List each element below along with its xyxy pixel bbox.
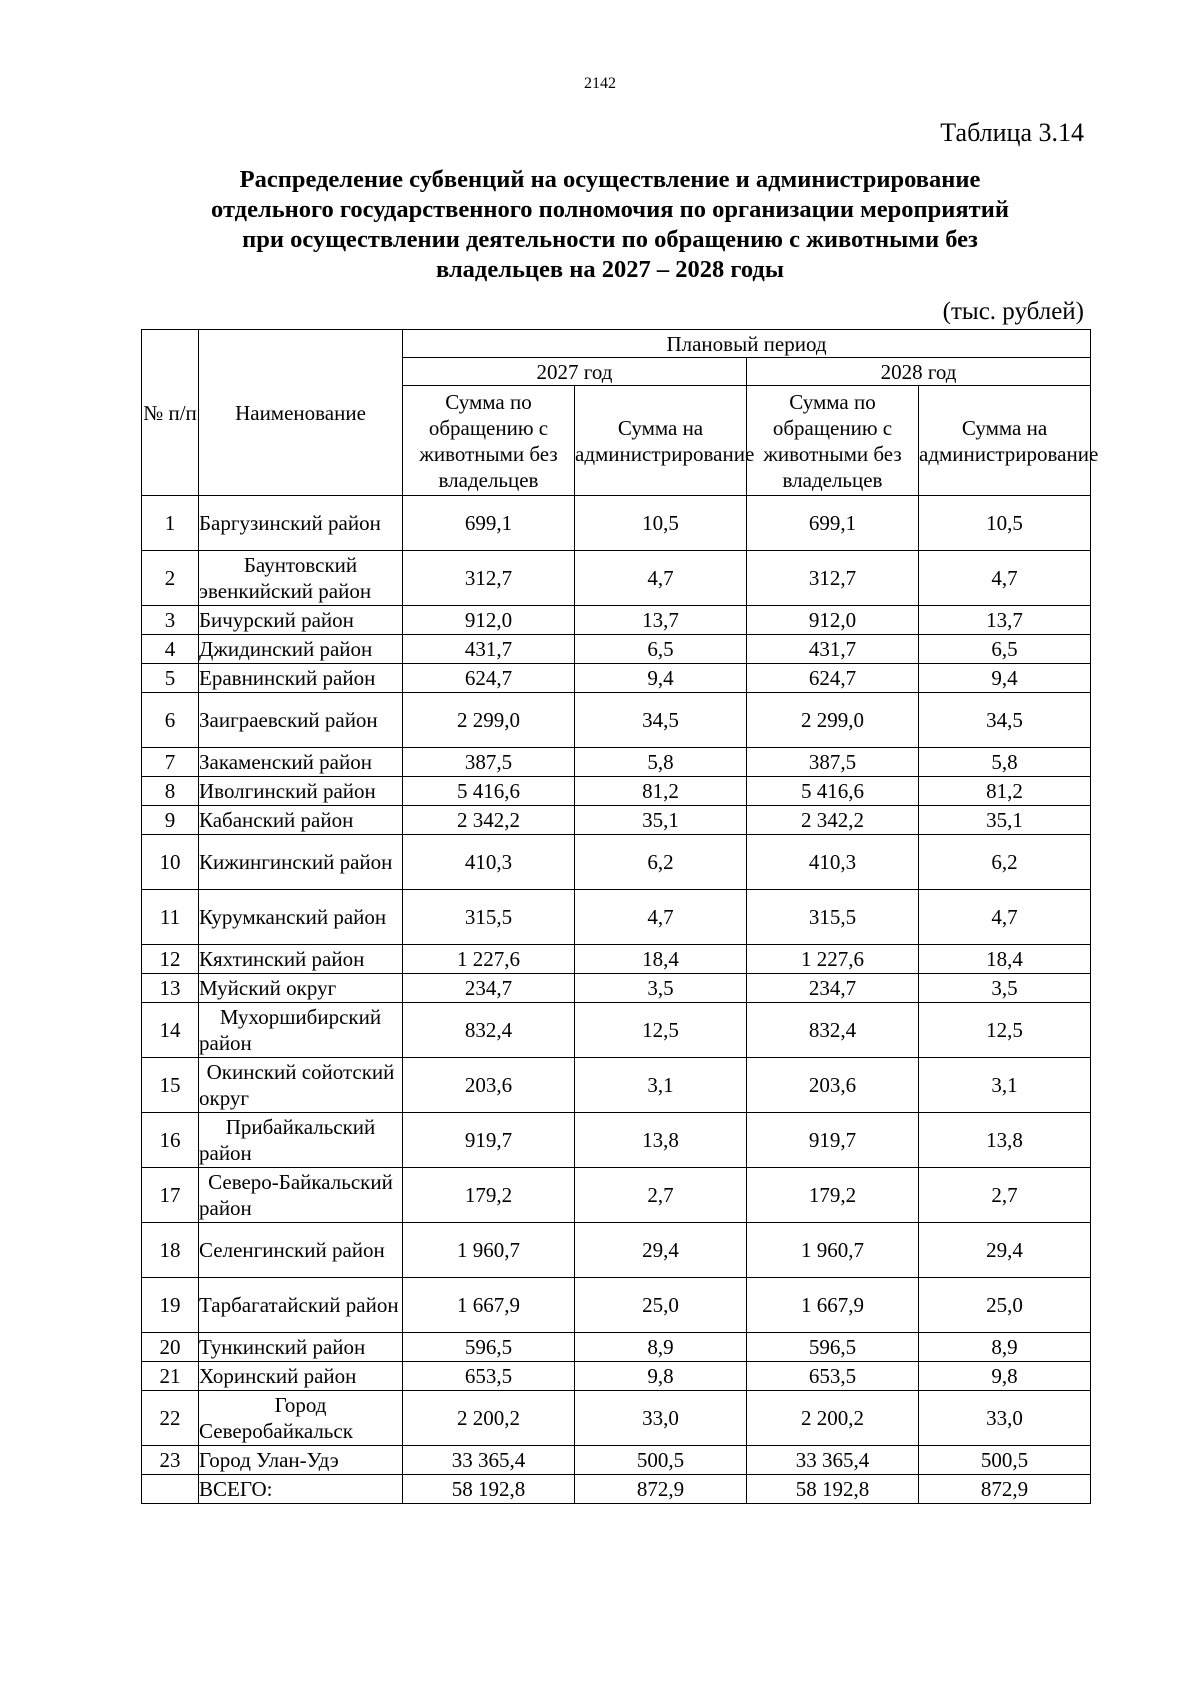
admin-2027: 13,8 [575,1113,747,1168]
row-number: 9 [142,806,199,835]
animals-2028: 1 227,6 [747,945,919,974]
animals-2027: 919,7 [403,1113,575,1168]
municipality-name: Тарбагатайский район [199,1278,403,1333]
admin-2027: 81,2 [575,777,747,806]
animals-2027: 699,1 [403,496,575,551]
animals-2027: 33 365,4 [403,1446,575,1475]
table-row [142,551,1091,606]
admin-2028: 500,5 [919,1446,1091,1475]
title-line-1: Распределение субвенций на осуществление и администрирование [239,166,981,193]
municipality-name: ВСЕГО: [199,1475,403,1504]
header-animals-2028: Сумма по обращению с животными без владельцев [747,386,919,496]
animals-2027: 2 299,0 [403,693,575,748]
row-number: 12 [142,945,199,974]
municipality-name: Окинский сойотский округ [199,1058,403,1113]
table-row [142,664,1091,693]
table-label: Таблица 3.14 [940,118,1084,147]
animals-2028: 179,2 [747,1168,919,1223]
animals-2027: 2 200,2 [403,1391,575,1446]
row-number: 21 [142,1362,199,1391]
row-number: 20 [142,1333,199,1362]
animals-2027: 431,7 [403,635,575,664]
table-row [142,748,1091,777]
table-row [142,945,1091,974]
admin-2028: 8,9 [919,1333,1091,1362]
document-title [140,165,1080,285]
animals-2027: 1 227,6 [403,945,575,974]
table-row [142,974,1091,1003]
row-number: 5 [142,664,199,693]
admin-2027: 29,4 [575,1223,747,1278]
admin-2027: 13,7 [575,606,747,635]
row-number: 17 [142,1168,199,1223]
row-number: 16 [142,1113,199,1168]
row-number: 6 [142,693,199,748]
total-row [142,1475,1091,1504]
animals-2028: 653,5 [747,1362,919,1391]
animals-2028: 410,3 [747,835,919,890]
admin-2028: 10,5 [919,496,1091,551]
animals-2028: 312,7 [747,551,919,606]
admin-2027: 35,1 [575,806,747,835]
admin-2028: 2,7 [919,1168,1091,1223]
units-label: (тыс. рублей) [942,298,1084,325]
table-row [142,1446,1091,1475]
admin-2027: 33,0 [575,1391,747,1446]
municipality-name: Курумканский район [199,890,403,945]
row-number: 23 [142,1446,199,1475]
municipality-name: Город Улан-Удэ [199,1446,403,1475]
animals-2028: 203,6 [747,1058,919,1113]
table-row [142,496,1091,551]
header-animals-2027: Сумма по обращению с животными без владельцев [403,386,575,496]
admin-2027: 872,9 [575,1475,747,1504]
admin-2027: 4,7 [575,551,747,606]
table-row [142,606,1091,635]
animals-2027: 1 667,9 [403,1278,575,1333]
admin-2028: 81,2 [919,777,1091,806]
admin-2027: 34,5 [575,693,747,748]
table-row [142,1278,1091,1333]
animals-2028: 912,0 [747,606,919,635]
table-row [142,777,1091,806]
municipality-name: Баунтовский эвенкийский район [199,551,403,606]
row-number: 7 [142,748,199,777]
animals-2027: 653,5 [403,1362,575,1391]
municipality-name: Кижингинский район [199,835,403,890]
row-number: 11 [142,890,199,945]
municipality-name: Прибайкальский район [199,1113,403,1168]
animals-2027: 410,3 [403,835,575,890]
table-row [142,1168,1091,1223]
municipality-name: Джидинский район [199,635,403,664]
row-number: 8 [142,777,199,806]
animals-2027: 312,7 [403,551,575,606]
municipality-name: Тункинский район [199,1333,403,1362]
table-row [142,1362,1091,1391]
animals-2027: 832,4 [403,1003,575,1058]
animals-2028: 234,7 [747,974,919,1003]
table-row [142,635,1091,664]
table-row [142,835,1091,890]
municipality-name: Заиграевский район [199,693,403,748]
animals-2028: 624,7 [747,664,919,693]
header-admin-2027: Сумма на администрирование [575,386,747,496]
animals-2027: 5 416,6 [403,777,575,806]
animals-2027: 315,5 [403,890,575,945]
header-year-2027: 2027 год [403,358,747,386]
municipality-name: Мухоршибирский район [199,1003,403,1058]
title-line-2: отдельного государственного полномочия по организации мероприятий [211,196,1009,223]
row-number: 10 [142,835,199,890]
row-number: 19 [142,1278,199,1333]
animals-2027: 179,2 [403,1168,575,1223]
animals-2028: 1 960,7 [747,1223,919,1278]
municipality-name: Кяхтинский район [199,945,403,974]
table-row [142,1113,1091,1168]
animals-2027: 624,7 [403,664,575,693]
admin-2027: 3,1 [575,1058,747,1113]
row-number [142,1475,199,1504]
animals-2027: 58 192,8 [403,1475,575,1504]
animals-2028: 431,7 [747,635,919,664]
animals-2028: 387,5 [747,748,919,777]
animals-2027: 234,7 [403,974,575,1003]
municipality-name: Баргузинский район [199,496,403,551]
table-row [142,1333,1091,1362]
row-number: 4 [142,635,199,664]
admin-2028: 6,2 [919,835,1091,890]
row-number: 1 [142,496,199,551]
animals-2028: 2 299,0 [747,693,919,748]
title-line-4: владельцев на 2027 – 2028 годы [436,256,784,283]
animals-2027: 912,0 [403,606,575,635]
table-row [142,806,1091,835]
admin-2027: 6,2 [575,835,747,890]
row-number: 3 [142,606,199,635]
admin-2027: 8,9 [575,1333,747,1362]
municipality-name: Селенгинский район [199,1223,403,1278]
admin-2027: 9,8 [575,1362,747,1391]
table-row [142,693,1091,748]
row-number: 14 [142,1003,199,1058]
animals-2027: 1 960,7 [403,1223,575,1278]
animals-2027: 387,5 [403,748,575,777]
admin-2028: 5,8 [919,748,1091,777]
row-number: 15 [142,1058,199,1113]
animals-2028: 1 667,9 [747,1278,919,1333]
admin-2027: 25,0 [575,1278,747,1333]
admin-2028: 3,1 [919,1058,1091,1113]
animals-2028: 596,5 [747,1333,919,1362]
row-number: 22 [142,1391,199,1446]
admin-2028: 34,5 [919,693,1091,748]
animals-2028: 699,1 [747,496,919,551]
table-body [142,496,1091,1504]
admin-2027: 6,5 [575,635,747,664]
header-num: № п/п [142,330,199,496]
admin-2028: 6,5 [919,635,1091,664]
admin-2028: 872,9 [919,1475,1091,1504]
admin-2028: 29,4 [919,1223,1091,1278]
subventions-table [141,329,1099,1504]
municipality-name: Закаменский район [199,748,403,777]
municipality-name: Кабанский район [199,806,403,835]
admin-2028: 4,7 [919,890,1091,945]
title-line-3: при осуществлении деятельности по обращению с животными без [242,226,978,253]
admin-2028: 12,5 [919,1003,1091,1058]
admin-2027: 12,5 [575,1003,747,1058]
animals-2028: 919,7 [747,1113,919,1168]
header-admin-2028: Сумма на администрирование [919,386,1091,496]
admin-2027: 3,5 [575,974,747,1003]
animals-2027: 2 342,2 [403,806,575,835]
municipality-name: Муйский округ [199,974,403,1003]
admin-2027: 10,5 [575,496,747,551]
animals-2028: 2 342,2 [747,806,919,835]
animals-2027: 203,6 [403,1058,575,1113]
admin-2028: 35,1 [919,806,1091,835]
admin-2028: 13,8 [919,1113,1091,1168]
admin-2028: 3,5 [919,974,1091,1003]
animals-2028: 315,5 [747,890,919,945]
table-row [142,1223,1091,1278]
admin-2028: 25,0 [919,1278,1091,1333]
admin-2028: 4,7 [919,551,1091,606]
header-name: Наименование [199,330,403,496]
municipality-name: Хоринский район [199,1362,403,1391]
municipality-name: Иволгинский район [199,777,403,806]
municipality-name: Северо-Байкальский район [199,1168,403,1223]
page-number: 2142 [584,75,616,92]
row-number: 18 [142,1223,199,1278]
animals-2028: 5 416,6 [747,777,919,806]
municipality-name: Еравнинский район [199,664,403,693]
admin-2027: 4,7 [575,890,747,945]
admin-2027: 5,8 [575,748,747,777]
table-row [142,1058,1091,1113]
admin-2028: 18,4 [919,945,1091,974]
admin-2028: 9,8 [919,1362,1091,1391]
table-row [142,1003,1091,1058]
municipality-name: Бичурский район [199,606,403,635]
admin-2027: 9,4 [575,664,747,693]
header-year-2028: 2028 год [747,358,1091,386]
admin-2028: 9,4 [919,664,1091,693]
admin-2027: 18,4 [575,945,747,974]
row-number: 13 [142,974,199,1003]
header-planned-period: Плановый период [403,330,1091,358]
table-row [142,890,1091,945]
animals-2028: 58 192,8 [747,1475,919,1504]
admin-2027: 2,7 [575,1168,747,1223]
municipality-name: Город Северобайкальск [199,1391,403,1446]
row-number: 2 [142,551,199,606]
admin-2027: 500,5 [575,1446,747,1475]
admin-2028: 33,0 [919,1391,1091,1446]
table-row [142,1391,1091,1446]
animals-2028: 33 365,4 [747,1446,919,1475]
animals-2028: 832,4 [747,1003,919,1058]
animals-2028: 2 200,2 [747,1391,919,1446]
admin-2028: 13,7 [919,606,1091,635]
animals-2027: 596,5 [403,1333,575,1362]
